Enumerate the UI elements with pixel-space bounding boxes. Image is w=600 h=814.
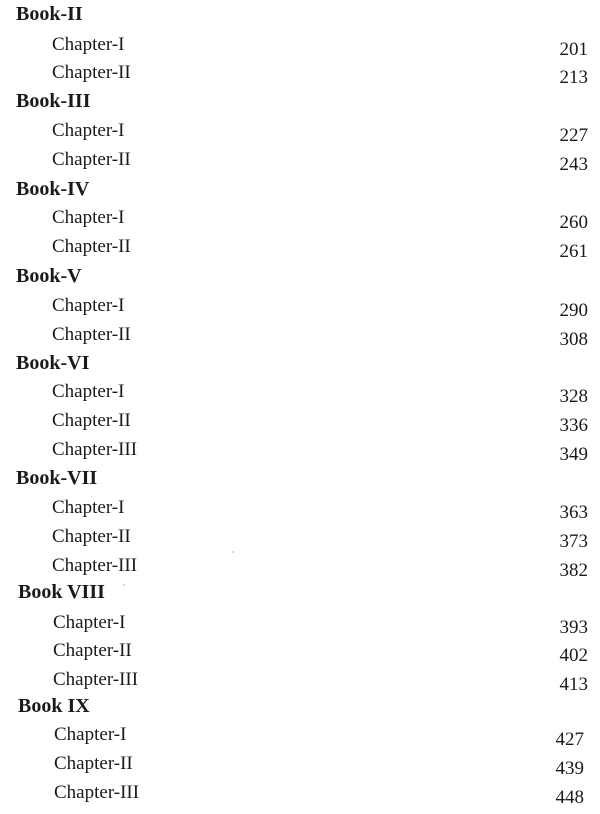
book-title: Book-IV — [16, 178, 90, 200]
book-title: Book VIII — [18, 581, 105, 603]
chapter-label: Chapter-II — [52, 410, 131, 431]
chapter-page-number: 349 — [559, 444, 588, 465]
book-title: Book-II — [16, 3, 83, 25]
chapter-label: Chapter-I — [53, 612, 126, 633]
chapter-page-number: 393 — [559, 617, 588, 638]
chapter-page-number: 448 — [555, 787, 584, 808]
chapter-page-number: 427 — [555, 729, 584, 750]
scan-speck — [123, 584, 125, 586]
chapter-label: Chapter-III — [54, 782, 140, 803]
chapter-page-number: 201 — [559, 39, 588, 60]
chapter-label: Chapter-III — [52, 439, 138, 460]
chapter-label: Chapter-I — [52, 34, 125, 55]
chapter-page-number: 260 — [559, 212, 588, 233]
chapter-page-number: 373 — [559, 531, 588, 552]
chapter-label: Chapter-II — [54, 753, 133, 774]
chapter-label: Chapter-I — [54, 724, 127, 745]
chapter-label: Chapter-I — [52, 295, 125, 316]
chapter-label: Chapter-II — [52, 324, 131, 345]
chapter-page-number: 243 — [559, 154, 588, 175]
chapter-page-number: 336 — [559, 415, 588, 436]
book-title: Book-III — [16, 90, 91, 112]
chapter-page-number: 328 — [559, 386, 588, 407]
book-title: Book IX — [18, 695, 90, 717]
chapter-page-number: 227 — [559, 125, 588, 146]
chapter-page-number: 413 — [559, 674, 588, 695]
chapter-page-number: 290 — [559, 300, 588, 321]
chapter-label: Chapter-I — [52, 381, 125, 402]
chapter-page-number: 213 — [559, 67, 588, 88]
chapter-page-number: 402 — [559, 645, 588, 666]
scan-speck — [232, 551, 234, 553]
chapter-label: Chapter-I — [52, 120, 125, 141]
chapter-label: Chapter-I — [52, 207, 125, 228]
chapter-page-number: 439 — [555, 758, 584, 779]
chapter-label: Chapter-II — [52, 526, 131, 547]
chapter-page-number: 363 — [559, 502, 588, 523]
book-title: Book-V — [16, 265, 82, 287]
chapter-label: Chapter-III — [53, 669, 139, 690]
chapter-page-number: 261 — [559, 241, 588, 262]
chapter-label: Chapter-II — [52, 149, 131, 170]
chapter-page-number: 382 — [559, 560, 588, 581]
chapter-page-number: 308 — [559, 329, 588, 350]
book-title: Book-VII — [16, 467, 98, 489]
chapter-label: Chapter-II — [52, 236, 131, 257]
book-title: Book-VI — [16, 352, 90, 374]
chapter-label: Chapter-II — [52, 62, 131, 83]
chapter-label: Chapter-I — [52, 497, 125, 518]
chapter-label: Chapter-II — [53, 640, 132, 661]
chapter-label: Chapter-III — [52, 555, 138, 576]
